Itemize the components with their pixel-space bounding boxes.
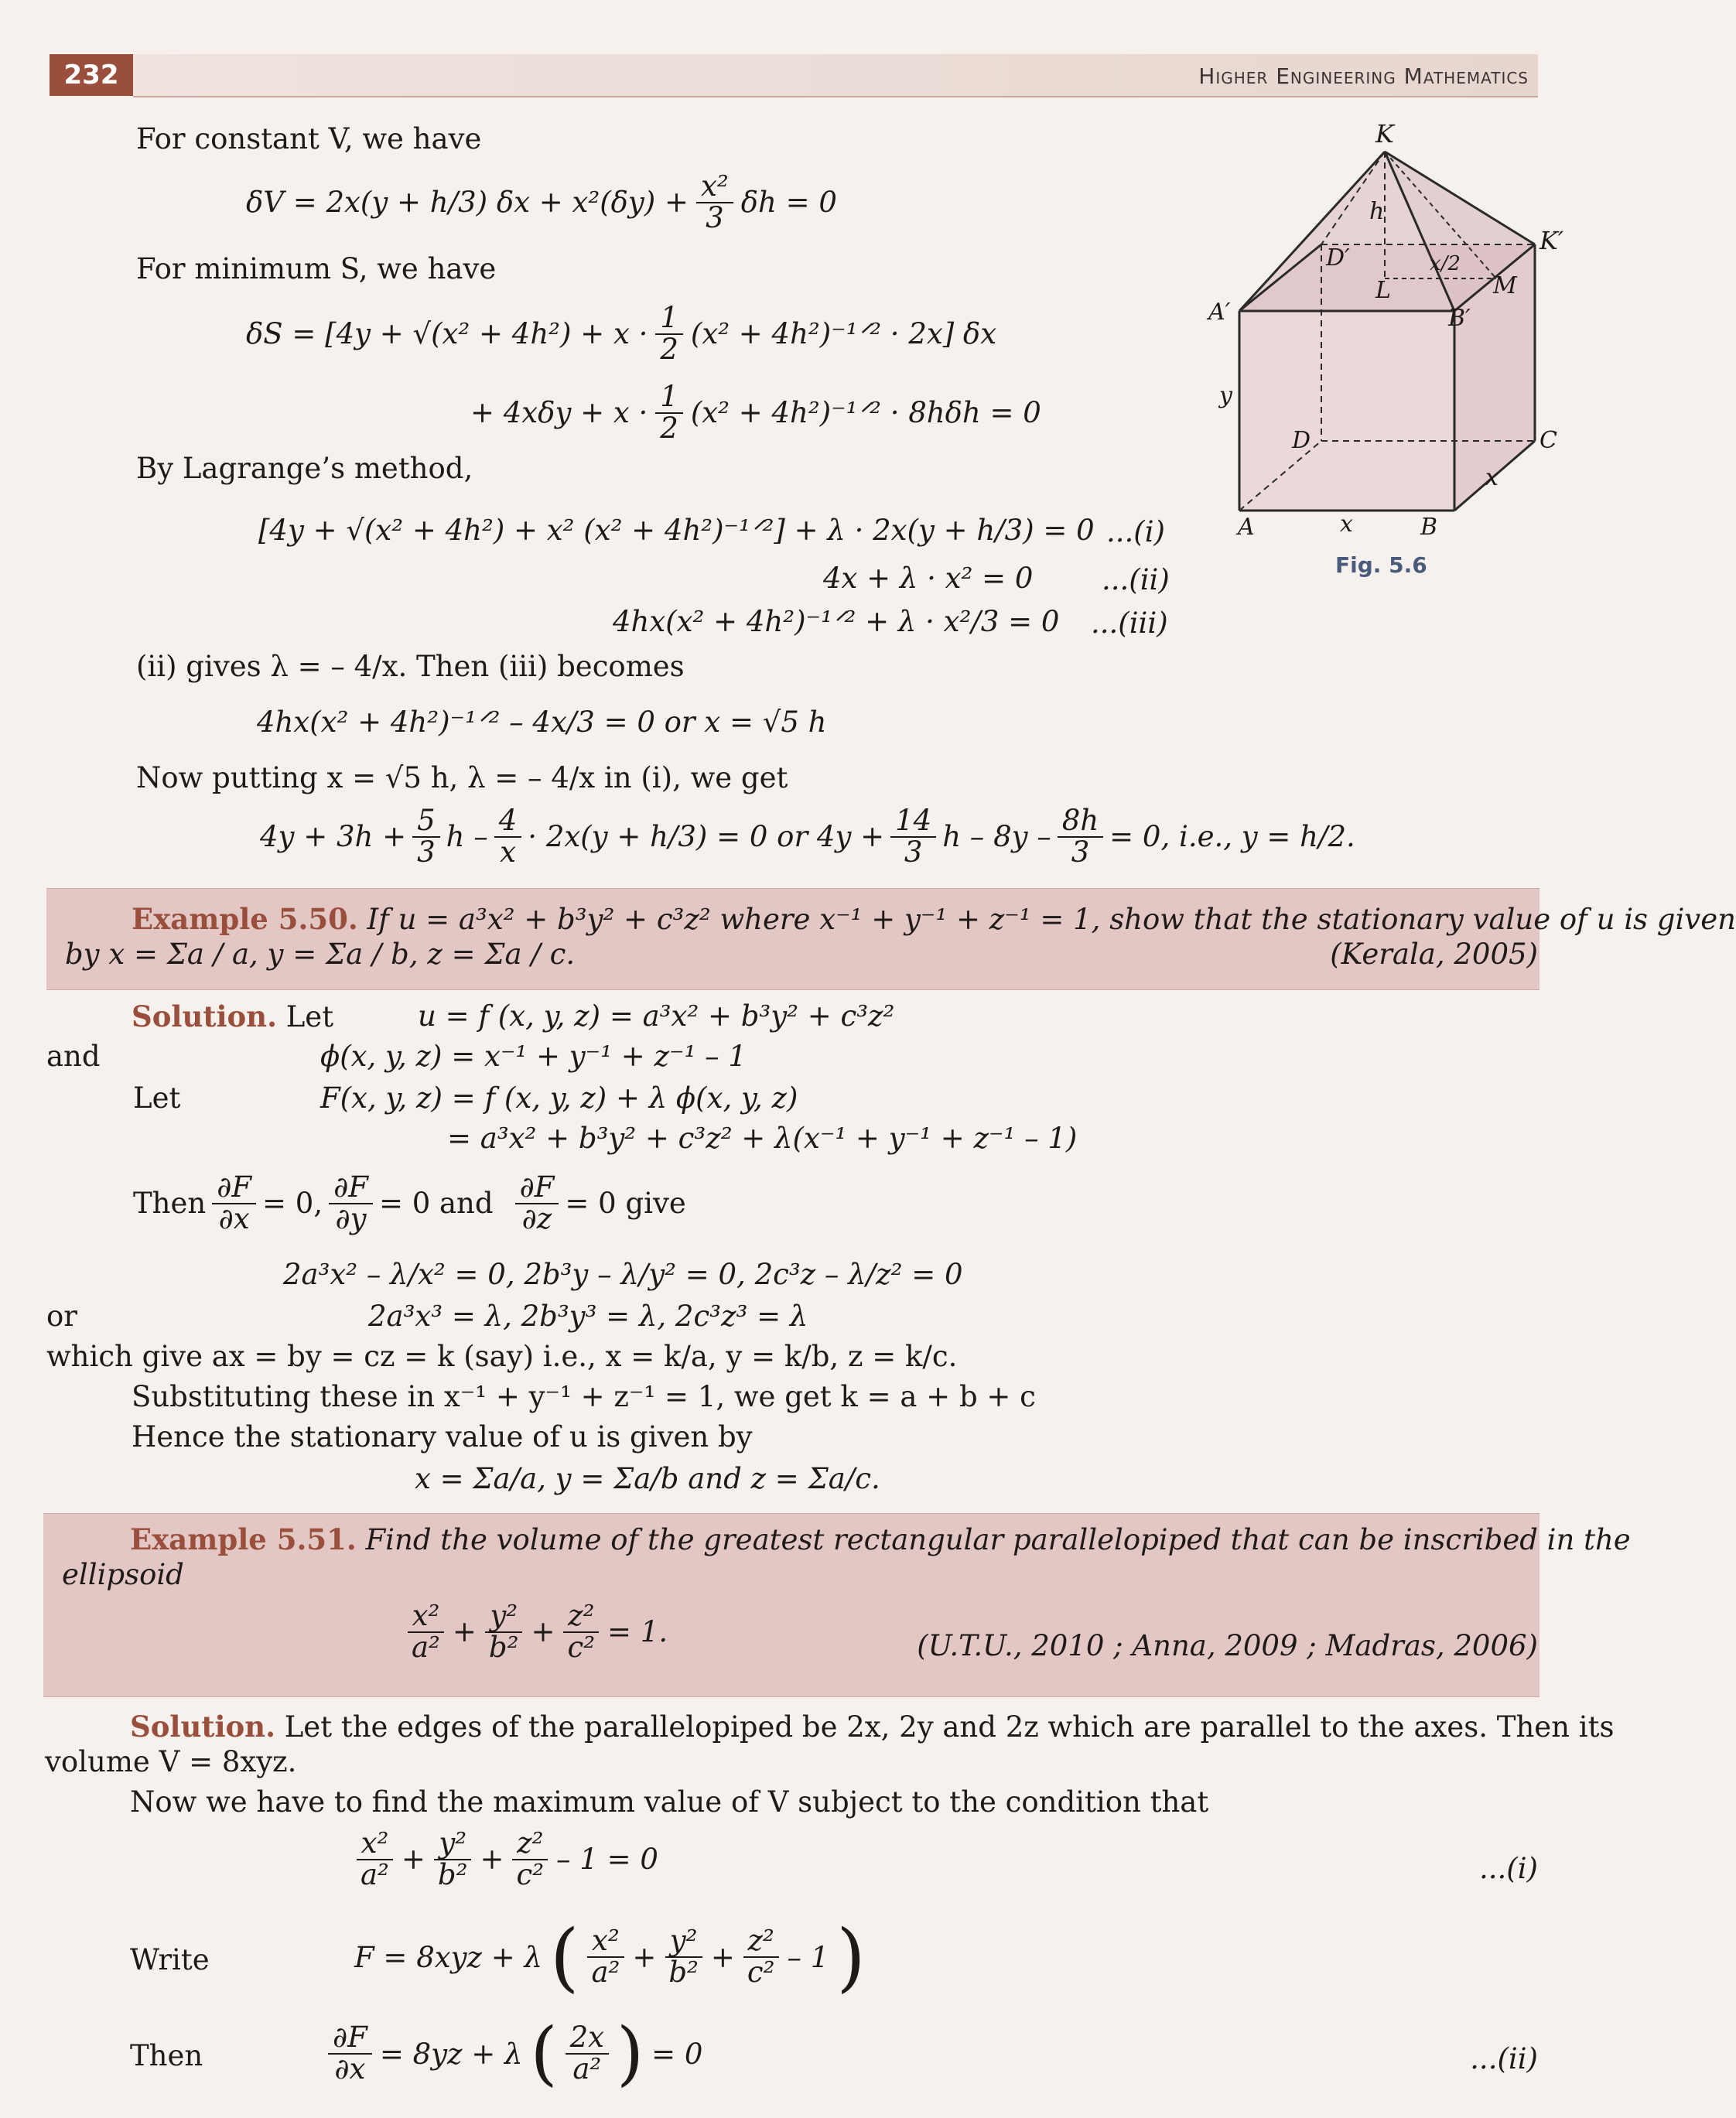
eq-part: (x² + 4h²)⁻¹ᐟ² · 8hδh = 0 <box>690 396 1041 430</box>
denominator: 3 <box>904 835 923 869</box>
equation-delta-v <box>246 169 837 234</box>
numerator: 5 <box>412 806 440 838</box>
denominator: 3 <box>1071 835 1090 869</box>
text-ii-gives: (ii) gives λ = – 4/x. Then (iii) becomes <box>136 650 685 683</box>
fraction <box>655 382 683 444</box>
solution-title: Solution. <box>130 1710 275 1744</box>
page-number: 232 <box>50 54 133 96</box>
denominator: 3 <box>417 835 436 869</box>
solution-5-51-line1 <box>130 1710 1614 1744</box>
eq-part: = 1. <box>607 1615 668 1649</box>
eq-part: = 0 and <box>378 1187 494 1221</box>
plus: + <box>401 1843 425 1877</box>
text-and: and <box>46 1040 101 1073</box>
eq-part: = 8yz + λ <box>379 2037 523 2071</box>
paren-open: ( <box>530 2013 558 2094</box>
numerator: x² <box>587 1926 624 1958</box>
eq-part: δS = [4y + √(x² + 4h²) + x · <box>246 317 648 351</box>
equation-stationary: x = Σa/a, y = Σa/b and z = Σa/c. <box>415 1462 880 1495</box>
numerator: y² <box>665 1926 702 1958</box>
plus: + <box>452 1615 477 1649</box>
label-d: D <box>1292 427 1311 454</box>
eq-part: 4y + 3h + <box>260 820 407 854</box>
eq-part: = 0, <box>262 1187 323 1221</box>
eq-part: (x² + 4h²)⁻¹ᐟ² · 2x] δx <box>690 317 997 351</box>
denominator: ∂x <box>334 2052 366 2086</box>
label-b: B <box>1420 514 1438 541</box>
equation-u: u = f (x, y, z) = a³x² + b³y² + c³z² <box>418 999 895 1033</box>
paren-open: ( <box>549 1914 579 2000</box>
text-which-give: which give ax = by = cz = k (say) i.e., x = k/a, y = k/b, z = k/c. <box>46 1340 958 1373</box>
fraction <box>566 2023 609 2085</box>
denominator: c² <box>747 1956 775 1989</box>
equation-tag-i: ...(i) <box>1106 515 1165 548</box>
label-a-prime: A′ <box>1208 299 1231 326</box>
text-write: Write <box>130 1943 210 1976</box>
solution-text1: Let the edges of the parallelopiped be 2x, 2y and 2z which are parallel to the axes. Then its <box>284 1710 1615 1744</box>
plus: + <box>710 1940 735 1974</box>
example-5-50-line1 <box>132 902 1736 936</box>
fraction <box>407 1601 445 1663</box>
fraction <box>433 1826 473 1891</box>
text-hence: Hence the stationary value of u is given by <box>132 1420 753 1454</box>
label-a: A <box>1238 514 1255 541</box>
text-substituting: Substituting these in x⁻¹ + y⁻¹ + z⁻¹ = 1, we get k = a + b + c <box>132 1380 1036 1413</box>
fraction <box>494 806 522 868</box>
label-x-bottom: x <box>1340 511 1353 538</box>
equation-constraint <box>356 1826 658 1891</box>
denominator: ∂y <box>335 1201 367 1235</box>
denominator: 3 <box>706 200 724 234</box>
example-5-50-title: Example 5.50. <box>132 902 358 936</box>
label-y: y <box>1219 382 1232 409</box>
example-5-51-text1: Find the volume of the greatest rectangular parallelopiped that can be inscribed in the <box>365 1523 1631 1556</box>
label-d-prime: D′ <box>1326 244 1350 272</box>
denominator: ∂z <box>521 1201 552 1235</box>
example-5-51-source: (U.T.U., 2010 ; Anna, 2009 ; Madras, 2006) <box>917 1629 1538 1662</box>
eq-part: = 0, i.e., y = h/2. <box>1109 820 1355 854</box>
equation-i: [4y + √(x² + 4h²) + x² (x² + 4h²)⁻¹ᐟ²] + λ · 2x(y + h/3) = 0 <box>258 514 1095 547</box>
equation-F-expanded: = a³x² + b³y² + c³z² + λ(x⁻¹ + y⁻¹ + z⁻¹ – 1) <box>447 1122 1078 1155</box>
solution-5-50-label <box>132 999 333 1033</box>
label-k-prime: K′ <box>1540 226 1564 255</box>
equation-F-parallelopiped <box>354 1914 866 2000</box>
equation-ellipsoid <box>407 1601 668 1663</box>
equation-dF-dx <box>328 2013 703 2094</box>
numerator: ∂F <box>328 2023 372 2055</box>
plus: + <box>632 1940 657 1974</box>
numerator: x² <box>696 172 733 203</box>
numerator: 1 <box>655 303 683 335</box>
equation-tag-ii: ...(ii) <box>1102 563 1170 596</box>
fraction <box>586 1926 624 1988</box>
numerator: 4 <box>494 806 522 838</box>
eq-part: δh = 0 <box>740 186 837 220</box>
text-now-putting: Now putting x = √5 h, λ = – 4/x in (i), we get <box>136 761 788 794</box>
example-5-51-line1 <box>130 1522 1631 1556</box>
eq-part: F = 8xyz + λ <box>354 1940 542 1974</box>
equation-lambda: 2a³x³ = λ, 2b³y³ = λ, 2c³z³ = λ <box>368 1300 808 1333</box>
equation-derivatives: 2a³x² – λ/x² = 0, 2b³y – λ/y² = 0, 2c³z – λ/z² = 0 <box>283 1258 963 1291</box>
numerator: ∂F <box>329 1173 373 1204</box>
fraction <box>562 1601 600 1663</box>
label-h: h <box>1369 198 1385 225</box>
eq-part: – 1 <box>787 1940 829 1974</box>
text-minimum-s: For minimum S, we have <box>136 252 497 285</box>
numerator: x² <box>357 1829 394 1860</box>
fraction <box>484 1601 524 1663</box>
eq-part: h – 8y – <box>942 820 1051 854</box>
numerator: ∂F <box>515 1173 559 1204</box>
fraction <box>511 1826 548 1891</box>
denominator: c² <box>516 1857 545 1891</box>
equation-tag-i-2: ...(i) <box>1479 1852 1538 1885</box>
label-x-side: x <box>1485 464 1498 491</box>
eq-part: = 0 <box>651 2037 703 2071</box>
figure-5-6 <box>1191 108 1564 588</box>
numerator: x² <box>408 1601 445 1633</box>
equation-delta-s <box>246 303 996 365</box>
denominator: x <box>500 835 516 869</box>
eq-part: h – <box>446 820 488 854</box>
denominator: a² <box>572 2052 602 2086</box>
paren-close: ) <box>617 2013 644 2094</box>
denominator: a² <box>361 1857 389 1891</box>
numerator: 2x <box>566 2023 609 2055</box>
label-c: C <box>1540 427 1557 454</box>
denominator: 2 <box>660 411 678 445</box>
book-title: Higher Engineering Mathematics <box>1198 63 1529 89</box>
text-constant-v: For constant V, we have <box>136 122 482 155</box>
numerator: y² <box>434 1829 471 1860</box>
eq-part: – 1 = 0 <box>556 1843 658 1877</box>
fraction <box>1058 806 1103 868</box>
equation-phi: ϕ(x, y, z) = x⁻¹ + y⁻¹ + z⁻¹ – 1 <box>320 1040 747 1073</box>
solution-5-51-line3: Now we have to find the maximum value of V subject to the condition that <box>130 1785 1209 1819</box>
denominator: b² <box>668 1956 699 1989</box>
numerator: 8h <box>1058 806 1103 838</box>
fraction <box>329 1170 373 1235</box>
label-b-prime: B′ <box>1448 305 1471 332</box>
equation-y-h-half <box>260 806 1355 868</box>
fraction <box>212 1170 256 1235</box>
eq-part: + 4xδy + x · <box>470 396 648 430</box>
text-or: or <box>46 1300 77 1333</box>
numerator: 1 <box>655 382 683 414</box>
example-5-50-source: (Kerala, 2005) <box>1330 938 1538 971</box>
label-x-half: x/2 <box>1430 252 1461 275</box>
equation-x-root5h: 4hx(x² + 4h²)⁻¹ᐟ² – 4x/3 = 0 or x = √5 h <box>257 705 827 739</box>
equation-ii: 4x + λ · x² = 0 <box>823 562 1034 595</box>
then-text: Then <box>133 1187 207 1221</box>
equation-tag-ii-2: ...(ii) <box>1470 2042 1538 2075</box>
equation-tag-iii: ...(iii) <box>1091 606 1168 640</box>
numerator: z² <box>512 1829 548 1860</box>
solution-5-51-line2: volume V = 8xyz. <box>45 1745 297 1778</box>
fraction <box>655 303 683 365</box>
fraction <box>356 1826 394 1891</box>
denominator: a² <box>591 1956 620 1989</box>
numerator: z² <box>743 1926 779 1958</box>
example-5-50-text1: If u = a³x² + b³y² + c³z² where x⁻¹ + y⁻¹ + z⁻¹ = 1, show that the stationary value of u is given <box>367 903 1736 936</box>
example-5-51-title: Example 5.51. <box>130 1522 357 1556</box>
fraction <box>743 1926 780 1988</box>
fraction <box>696 169 733 234</box>
denominator: 2 <box>660 332 678 366</box>
denominator: c² <box>567 1630 596 1664</box>
numerator: y² <box>485 1601 522 1633</box>
eq-part: · 2x(y + h/3) = 0 or 4y + <box>528 820 885 854</box>
numerator: z² <box>563 1601 599 1633</box>
paren-close: ) <box>836 1914 866 2000</box>
fraction <box>664 1926 703 1988</box>
plus: + <box>531 1615 555 1649</box>
let-text: Let <box>285 1000 334 1033</box>
plus: + <box>480 1843 504 1877</box>
example-5-50-text2: by x = Σa / a, y = Σa / b, z = Σa / c. <box>65 938 576 971</box>
label-m: M <box>1493 272 1517 299</box>
equation-delta-s-cont <box>470 382 1041 444</box>
equation-iii: 4hx(x² + 4h²)⁻¹ᐟ² + λ · x²/3 = 0 <box>613 605 1060 638</box>
denominator: a² <box>412 1630 440 1664</box>
denominator: ∂x <box>218 1201 250 1235</box>
numerator: 14 <box>890 806 936 838</box>
figure-caption: Fig. 5.6 <box>1335 552 1427 578</box>
fraction <box>890 806 936 868</box>
text-then: Then <box>130 2039 203 2072</box>
fraction <box>328 2023 372 2085</box>
label-k: K <box>1375 119 1394 149</box>
fraction <box>515 1170 559 1235</box>
fraction <box>412 806 440 868</box>
numerator: ∂F <box>212 1173 256 1204</box>
denominator: b² <box>488 1630 519 1664</box>
solution-title: Solution. <box>132 999 277 1033</box>
example-5-51-text2: ellipsoid <box>62 1558 184 1591</box>
text-let: Let <box>133 1081 181 1115</box>
denominator: b² <box>437 1857 468 1891</box>
eq-part: δV = 2x(y + h/3) δx + x²(δy) + <box>246 186 689 220</box>
equation-F: F(x, y, z) = f (x, y, z) + λ ϕ(x, y, z) <box>320 1081 798 1115</box>
eq-part: = 0 give <box>565 1187 686 1221</box>
equation-partials <box>133 1170 686 1235</box>
text-lagrange: By Lagrange’s method, <box>136 452 473 485</box>
label-l: L <box>1375 277 1391 304</box>
